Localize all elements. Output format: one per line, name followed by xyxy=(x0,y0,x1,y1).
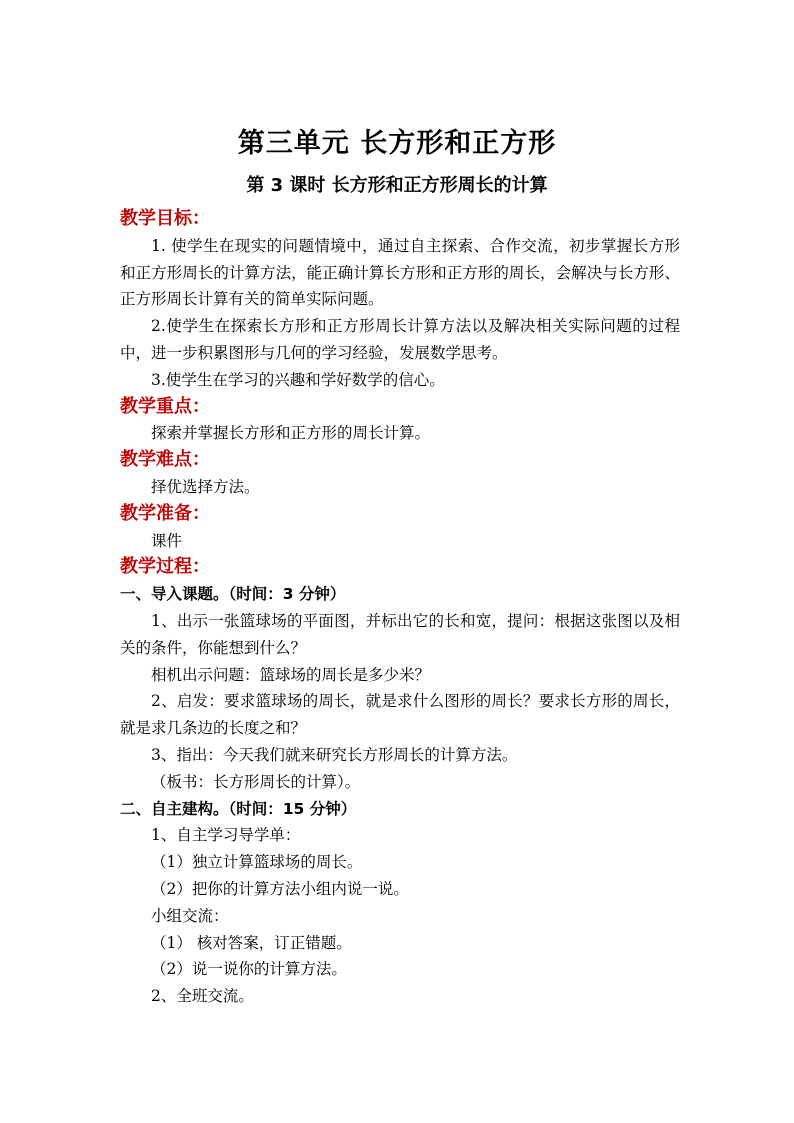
section-1-paragraph: 3、指出：今天我们就来研究长方形周长的计算方法。 xyxy=(151,745,518,764)
section-2-paragraph: 小组交流： xyxy=(151,906,229,925)
prep-heading: 教学准备： xyxy=(120,502,210,524)
document-title: 第三单元 长方形和正方形 xyxy=(237,128,557,159)
section-2-paragraph: （2）把你的计算方法小组内说一说。 xyxy=(151,879,409,898)
section-2-paragraph: （1）独立计算篮球场的周长。 xyxy=(151,853,363,872)
section-2-heading: 二、自主建构。（时间：15 分钟） xyxy=(120,799,357,818)
key-point-text: 探索并掌握长方形和正方形的周长计算。 xyxy=(151,424,431,443)
section-2-paragraph: （1） 核对答案，订正错题。 xyxy=(151,933,352,952)
section-2-paragraph: 2、全班交流。 xyxy=(151,987,254,1006)
difficulty-heading: 教学难点： xyxy=(120,449,210,471)
goal-item: 1. 使学生在现实的问题情境中，通过自主探索、合作交流，初步掌握长方形和正方形周长的计算方法，能正确计算长方形和正方形的周长，会解决与长方形、正方形周长计算有关的简单实际问题。 xyxy=(120,236,680,309)
difficulty-text: 择优选择方法。 xyxy=(151,477,260,496)
prep-text: 课件 xyxy=(151,531,183,550)
section-1-paragraph: 2、启发：要求篮球场的周长，就是求什么图形的周长？要求长方形的周长，就是求几条边的长度之和？ xyxy=(120,692,680,738)
section-1-paragraph: 相机出示问题：篮球场的周长是多少米？ xyxy=(151,665,431,684)
section-1-paragraph: 1、出示一张篮球场的平面图，并标出它的长和宽，提问：根据这张图以及相关的条件，你能想到什么？ xyxy=(120,611,680,657)
section-1-heading: 一、导入课题。（时间：3 分钟） xyxy=(120,585,346,604)
key-point-heading: 教学重点： xyxy=(120,395,210,417)
section-2-paragraph: 1、自主学习导学单： xyxy=(151,826,301,845)
goal-item: 2.使学生在探索长方形和正方形周长计算方法以及解决相关实际问题的过程中，进一步积累图形与几何的学习经验，发展数学思考。 xyxy=(120,317,680,362)
section-2-paragraph: （2）说一说你的计算方法。 xyxy=(151,960,347,979)
document-body xyxy=(120,206,680,1010)
goals-heading: 教学目标： xyxy=(120,208,210,229)
process-heading: 教学过程： xyxy=(120,556,210,578)
lesson-subtitle: 第 3 课时 长方形和正方形周长的计算 xyxy=(246,175,548,196)
section-1-paragraph: （板书：长方形周长的计算）。 xyxy=(151,772,361,791)
goal-item: 3.使学生在学习的兴趣和学好数学的信心。 xyxy=(151,370,445,389)
